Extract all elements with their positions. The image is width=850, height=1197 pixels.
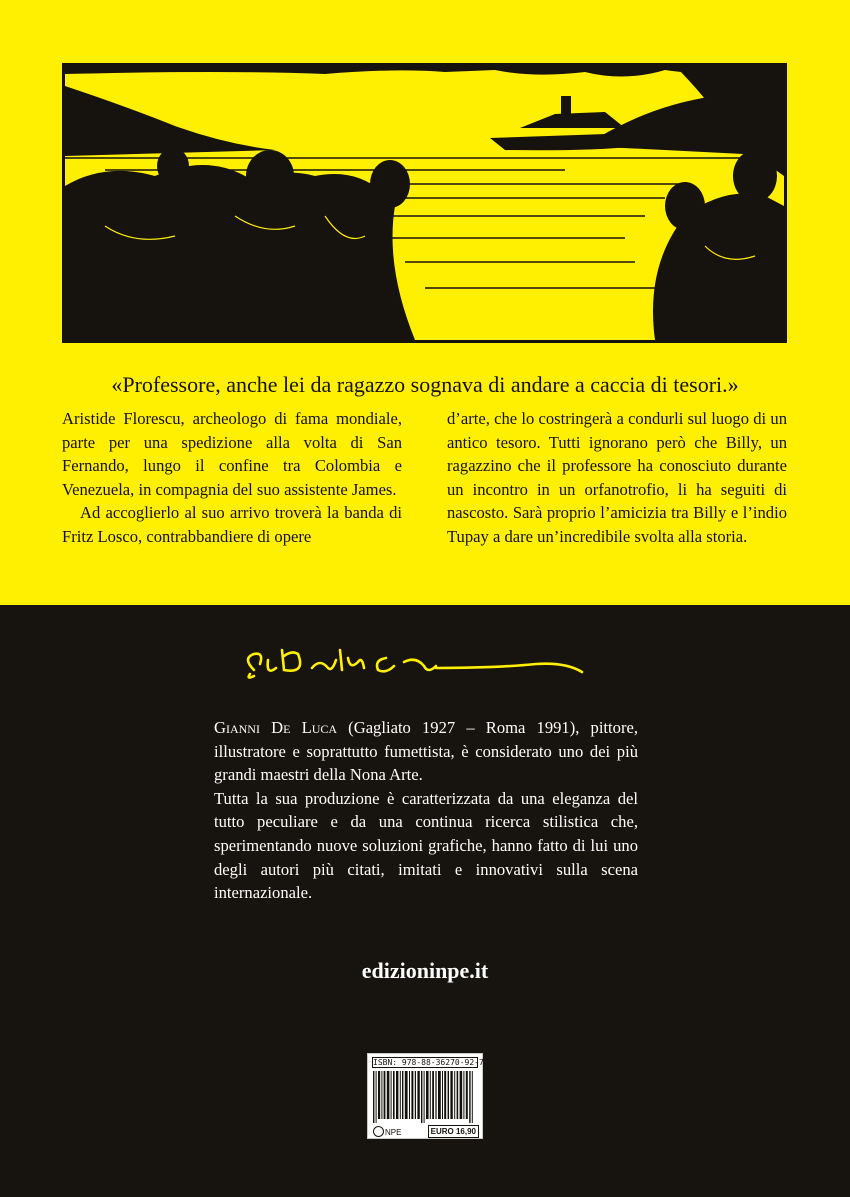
synopsis-paragraph: Aristide Florescu, archeologo di fama mondiale, parte per una spedizione alla volta di San Fernando, lungo il confine tra Colombia e Venezuela, in compagnia del suo assistente James.: [62, 409, 402, 499]
bio-text: (Gagliato 1927 – Roma 1991), pittore, illustratore e soprattutto fumettista, è considerato uno dei più grandi maestri della Nona Arte.: [214, 718, 638, 785]
price-label: EURO 16,90: [428, 1125, 479, 1138]
book-quote: «Professore, anche lei da ragazzo sognava di andare a caccia di tesori.»: [111, 372, 739, 397]
jungle-river-scene: [65, 66, 784, 340]
npe-logo-icon: [373, 1126, 384, 1137]
synopsis-paragraph: Ad accoglierlo al suo arrivo troverà la banda di Fritz Losco, contrabbandiere di opere: [62, 503, 402, 546]
barcode-icon: [373, 1071, 479, 1123]
synopsis-right-column: [447, 407, 787, 549]
barcode-label: [367, 1053, 483, 1139]
bio-paragraph: [214, 716, 638, 787]
npe-logo-text: NPE: [385, 1128, 402, 1137]
author-signature: [236, 640, 586, 680]
publisher-website[interactable]: edizioninpe.it: [361, 958, 489, 983]
author-name: Gianni De Luca: [214, 718, 338, 737]
isbn-number: ISBN: 978-88-36270-92-7: [373, 1058, 484, 1067]
bio-paragraph: Tutta la sua produzione è caratterizzata da una eleganza del tutto peculiare e da una continua ricerca stilistica che, sperimentando nuove soluzioni grafiche, hanno fatto di lui uno degli autori più citati, imitati e innovativi sulla scena internazionale.: [214, 788, 638, 903]
npe-logo: [373, 1126, 415, 1137]
author-biography: [214, 716, 638, 905]
synopsis-left-column: [62, 407, 402, 549]
synopsis-paragraph: d’arte, che lo costringerà a condurli sul luogo di un antico tesoro. Tutti ignorano però che Billy, un ragazzino che il professore ha conosciuto durante un incontro in un orfanotrofio, li ha seguiti di nascosto. Sarà proprio l’amicizia tra Billy e l’indio Tupay a dare un’incredibile svolta alla storia.: [447, 409, 787, 546]
comic-panel-illustration: [62, 63, 787, 343]
